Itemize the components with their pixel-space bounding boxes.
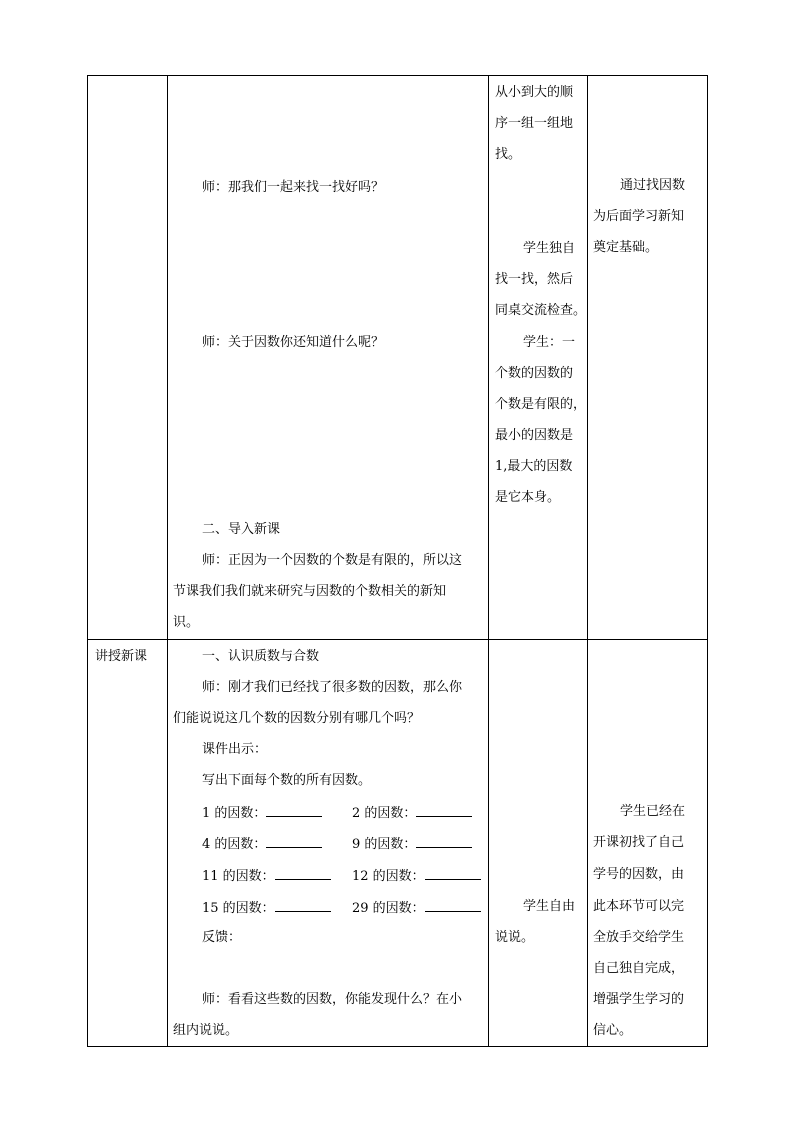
answer-blank[interactable] bbox=[425, 867, 481, 880]
intent-line: 信心。 bbox=[593, 1023, 633, 1038]
intent-line: 开课初找了自己 bbox=[593, 835, 685, 850]
process-line: 师：刚才我们已经找了很多数的因数，那么你 bbox=[202, 680, 463, 695]
intent-line: 此本环节可以完 bbox=[593, 899, 685, 914]
factor-item: 29 的因数： bbox=[352, 899, 481, 917]
stage-cell bbox=[88, 76, 168, 640]
process-line: 识。 bbox=[173, 615, 200, 630]
student-line: 学生：一 bbox=[523, 335, 576, 350]
intent-line: 学号的因数，由 bbox=[593, 867, 685, 882]
table-row bbox=[88, 76, 708, 640]
answer-blank[interactable] bbox=[275, 899, 331, 912]
intent-line: 为后面学习新知 bbox=[593, 209, 685, 224]
student-line: 找一找，然后 bbox=[495, 272, 574, 287]
table-row bbox=[88, 640, 708, 1047]
factor-item: 4 的因数： bbox=[202, 835, 322, 853]
process-line: 课件出示： bbox=[202, 742, 268, 757]
stage-cell bbox=[88, 640, 168, 1047]
design-intent-cell bbox=[588, 640, 708, 1047]
student-line: 从小到大的顺 bbox=[495, 85, 574, 100]
feedback-label: 反馈： bbox=[202, 930, 242, 945]
student-line: 说说。 bbox=[495, 930, 535, 945]
student-activity-cell bbox=[489, 640, 588, 1047]
intent-line: 增强学生学习的 bbox=[593, 992, 685, 1007]
process-line: 节课我们我们就来研究与因数的个数相关的新知 bbox=[173, 584, 447, 599]
process-line: 组内说说。 bbox=[173, 1023, 239, 1038]
answer-blank[interactable] bbox=[416, 835, 472, 848]
process-line: 们能说说这几个数的因数分别有哪几个吗？ bbox=[173, 711, 421, 726]
process-line: 师：那我们一起来找一找好吗？ bbox=[202, 180, 385, 195]
design-intent-cell bbox=[588, 76, 708, 640]
intent-line: 学生已经在 bbox=[620, 804, 686, 819]
factor-item: 15 的因数： bbox=[202, 899, 331, 917]
answer-blank[interactable] bbox=[266, 804, 322, 817]
student-line: 1,最大的因数 bbox=[495, 459, 573, 474]
student-line: 是它本身。 bbox=[495, 490, 561, 505]
section-heading: 一、认识质数与合数 bbox=[202, 649, 320, 664]
process-cell bbox=[168, 76, 489, 640]
factor-item: 11 的因数： bbox=[202, 867, 331, 885]
answer-blank[interactable] bbox=[266, 835, 322, 848]
process-cell bbox=[168, 640, 489, 1047]
student-line: 同桌交流检查。 bbox=[495, 303, 587, 318]
lesson-plan-table bbox=[87, 75, 708, 1047]
process-line: 师：关于因数你还知道什么呢？ bbox=[202, 335, 385, 350]
student-line: 个数是有限的， bbox=[495, 397, 587, 412]
stage-label: 讲授新课 bbox=[95, 649, 148, 664]
answer-blank[interactable] bbox=[425, 899, 481, 912]
intent-line: 全放手交给学生 bbox=[593, 930, 685, 945]
student-line: 最小的因数是 bbox=[495, 428, 574, 443]
student-activity-cell bbox=[489, 76, 588, 640]
answer-blank[interactable] bbox=[416, 804, 472, 817]
student-line: 个数的因数的 bbox=[495, 366, 574, 381]
factor-item: 1 的因数： bbox=[202, 804, 322, 822]
section-heading: 二、导入新课 bbox=[202, 522, 281, 537]
student-line: 找。 bbox=[495, 147, 522, 162]
factor-item: 12 的因数： bbox=[352, 867, 481, 885]
student-line: 学生独自 bbox=[523, 241, 576, 256]
process-line: 师：看看这些数的因数，你能发现什么？在小 bbox=[202, 992, 463, 1007]
intent-line: 自己独自完成， bbox=[593, 961, 685, 976]
factor-item: 9 的因数： bbox=[352, 835, 472, 853]
factor-item: 2 的因数： bbox=[352, 804, 472, 822]
process-line: 写出下面每个数的所有因数。 bbox=[202, 773, 372, 788]
intent-line: 通过找因数 bbox=[620, 178, 686, 193]
student-line: 序一组一组地 bbox=[495, 116, 574, 131]
answer-blank[interactable] bbox=[275, 867, 331, 880]
student-line: 学生自由 bbox=[523, 899, 576, 914]
intent-line: 奠定基础。 bbox=[593, 240, 659, 255]
process-line: 师：正因为一个因数的个数是有限的，所以这 bbox=[202, 553, 463, 568]
